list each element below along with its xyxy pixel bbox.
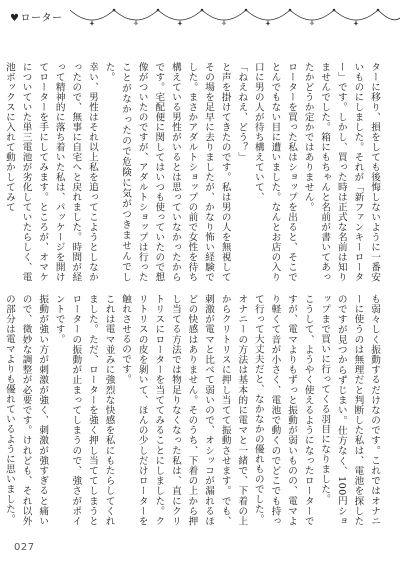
svg-text:✧: ✧ [133,20,139,28]
chapter-title: ローター [20,13,63,24]
body-text-bottom-column: も弱々しく振動するだけなのです。これではオナニーに使うのは無理だと判断した私は、電池を探したのですが見つからずじまい。仕方なく、100円ショップまで買いに行ってくる羽目になりました。 こうして、ようやく使えるようになったローターですが、電マよりもずっと振動が弱いものの、電マより軽くて音が小さく、電池で動くのでどこでも持って行って大丈夫だと、なかなかの優れものでした。 オナニーの方法は基本的に電マと一緒で、下着の上からクリトリスに押し当てて振動させます。でも、刺激が電マと比べて弱いので、オシッコが漏れるほどの快感はありません。そのうち、下着の上から押し当てる方法では物足りなくなった私は、直にクリトリスにローターを当ててみることにしました。クリトリスの皮を剝いて、ほんの少しだけローターを触れさせるのです。 これは電マ並みに強烈な快感を私にもたらしてくれました。ただ、ローターを強く押し当ててしまうとローターの振動が止まってしまうので、強さがポイントです。 振動が強い方が刺激が強く、刺激が強すぎると痛いので、微妙な調整が必要です。けれども、それ以外の部分は電マよりも優れているように思いました。 [3,294,380,526]
body-text-top-column: ターに移り、損をしても後悔しないように一番安いものにしました。それが「新ファンキーローター」です。しかし、買った時は正式な名前は知りませんでした。箱にもちゃんと名前が書いてあったかどうか定かではありません。 ローターを買った私はショップを出ると、そこでとんでもない目に遭いました。なんとお店の入り口に男の人が待ち構えていて、 「ねえねえ、どう？」 と声を掛けてきたのです。私は男の人を無視してその場を足早に去りましたが、かなり怖い経験でした。まさかアダルトショップの前で女性を待ち構えている男性がいるとは思っていなかったからです。宅配便に関してはいつも使っていたので想像がついたのですが、アダルトショップは行ったことがなかったので危険に気がつきませんでした。 幸い、男性はそれ以上私を追ってこようとしなかったので、無事に自宅へと戻れました。時間が経って精神的に落ち着いた私は、パッケージを開けてローターを手にしてみます。ところが、オマケについていた単三電池が劣化していたらしく、電池ボックスに入れて動かしてみて [3,62,380,282]
svg-text:✦: ✦ [177,20,183,28]
svg-text:✧: ✧ [221,20,227,28]
page-number: 027 [14,542,35,553]
svg-text:✧: ✧ [309,20,315,28]
svg-text:✦: ✦ [89,20,95,28]
heart-icon: ♥ [10,13,20,24]
svg-text:✦: ✦ [353,20,359,28]
svg-text:✦: ✦ [265,20,271,28]
chapter-header [10,9,62,24]
